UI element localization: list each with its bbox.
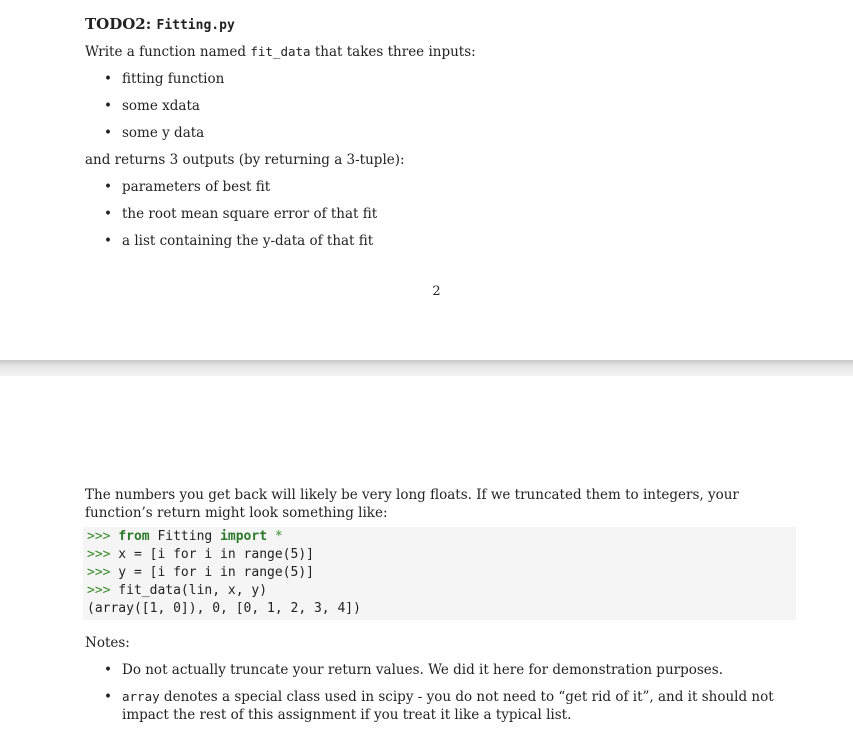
list-item bbox=[104, 70, 794, 88]
heading-filename: Fitting.py bbox=[156, 18, 235, 33]
page-separator bbox=[0, 360, 853, 376]
list-item-text: fitting function bbox=[122, 71, 225, 87]
code-line: x = [i for i in range(5)] bbox=[110, 547, 314, 562]
code-keyword: import bbox=[220, 529, 268, 544]
list-item-text: the root mean square error of that fit bbox=[122, 206, 378, 222]
list-item bbox=[104, 97, 794, 115]
bullet-icon: • bbox=[104, 206, 112, 222]
heading-label: TODO2: bbox=[85, 15, 157, 33]
code-prompt: >>> bbox=[87, 565, 111, 580]
code-operator: * bbox=[267, 529, 283, 544]
code-keyword: from bbox=[118, 529, 150, 544]
inline-code-fit-data: fit_data bbox=[250, 44, 311, 59]
section-heading bbox=[85, 15, 235, 33]
intro-text-post: that takes three inputs: bbox=[310, 44, 476, 60]
list-item-text: parameters of best fit bbox=[122, 179, 271, 195]
bullet-icon: • bbox=[104, 98, 112, 114]
intro-text-pre: Write a function named bbox=[85, 44, 251, 60]
code-text: Fitting bbox=[149, 529, 221, 544]
list-item bbox=[104, 661, 794, 679]
list-item bbox=[104, 205, 794, 223]
explanation-paragraph: The numbers you get back will likely be very long floats. If we truncated them to integers, your function’s return might look something like: bbox=[85, 487, 739, 521]
bullet-icon: • bbox=[104, 689, 112, 705]
bullet-icon: • bbox=[104, 662, 112, 678]
returns-paragraph: and returns 3 outputs (by returning a 3-tuple): bbox=[85, 152, 405, 168]
bullet-icon: • bbox=[104, 179, 112, 195]
bullet-icon: • bbox=[104, 233, 112, 249]
bullet-icon: • bbox=[104, 71, 112, 87]
note-text: denotes a special class used in scipy - you do not need to “get rid of it”, and it should not impact the rest of this assignment if you treat it like a typical list. bbox=[122, 689, 774, 723]
code-prompt: >>> bbox=[87, 529, 111, 544]
code-line: fit_data(lin, x, y) bbox=[110, 583, 268, 598]
bullet-icon: • bbox=[104, 125, 112, 141]
list-item-text: some xdata bbox=[122, 98, 200, 114]
inline-code-array: array bbox=[122, 689, 160, 704]
list-item bbox=[104, 232, 794, 250]
page-number: 2 bbox=[432, 284, 441, 299]
code-prompt: >>> bbox=[87, 583, 111, 598]
list-item-text: some y data bbox=[122, 125, 205, 141]
list-item bbox=[104, 178, 794, 196]
list-item-text bbox=[122, 688, 794, 724]
list-item-text: a list containing the y-data of that fit bbox=[122, 233, 374, 249]
intro-paragraph bbox=[85, 43, 795, 61]
code-block bbox=[83, 527, 796, 620]
code-output-line: (array([1, 0]), 0, [0, 1, 2, 3, 4]) bbox=[87, 601, 361, 616]
code-prompt: >>> bbox=[87, 547, 111, 562]
list-item-text: Do not actually truncate your return values. We did it here for demonstration purposes. bbox=[122, 662, 724, 678]
code-line: y = [i for i in range(5)] bbox=[110, 565, 314, 580]
list-item bbox=[104, 688, 794, 724]
list-item bbox=[104, 124, 794, 142]
notes-label: Notes: bbox=[85, 635, 130, 651]
